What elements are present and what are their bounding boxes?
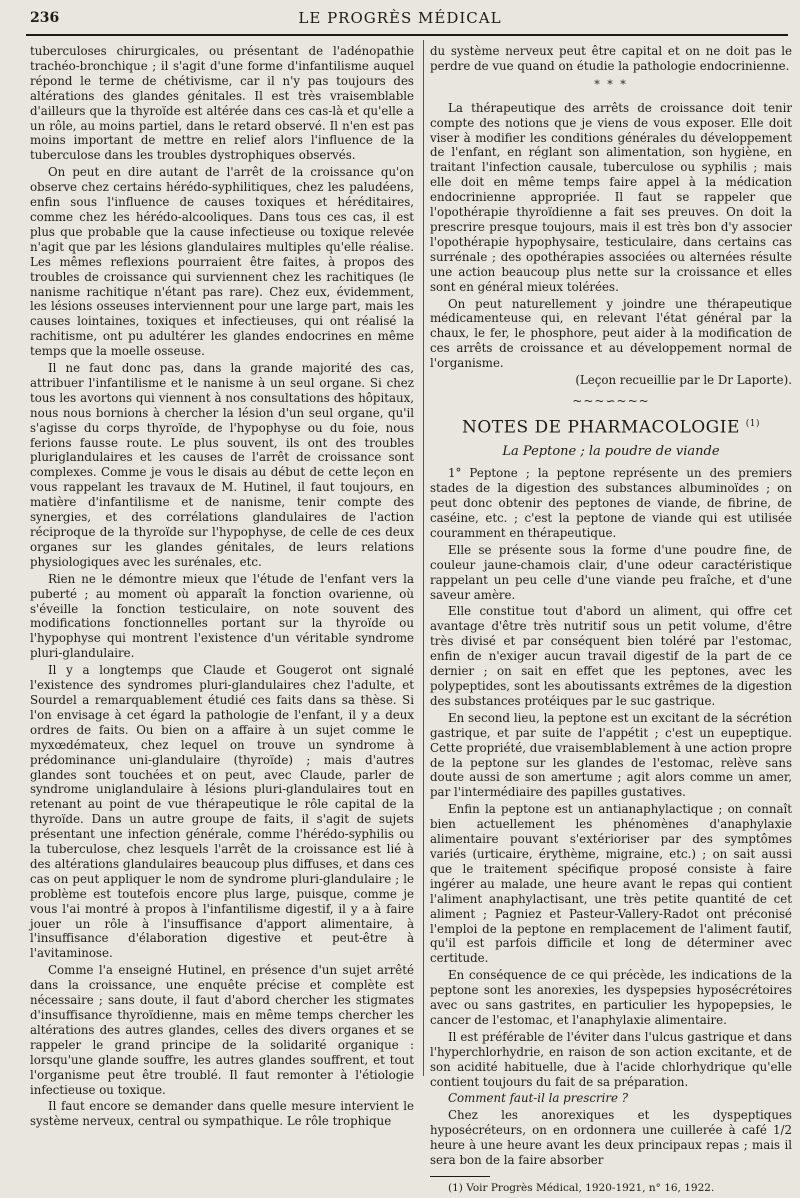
paragraph: Il est préférable de l'éviter dans l'ulcus gastrique et dans l'hyperchlorhydrie, en raison de son action excitante, et de son acidité habituelle, due à l'acide chlorhydrique qu'elle contient toujours du fait de sa préparation.: [430, 1029, 792, 1089]
paragraph: tuberculoses chirurgicales, ou présentant de l'adénopathie trachéo-bronchique ; il s'agit d'une forme d'infantilisme auquel répond le terme de chétivisme, car il n'y pas toujours des altérations des glandes génitales. Il est très vraisemblable d'ailleurs que la thyroïde est altérée dans ces cas-là et qu'elle a un rôle, au moins partiel, dans le retard observé. Il n'en est pas moins important de mettre en relief alors l'influence de la tuberculose dans les troubles dystrophiques observés.: [30, 44, 414, 163]
paragraph: On peut naturellement y joindre une thérapeutique médicamenteuse qui, en relevant l'état général par la chaux, le fer, le phosphore, peut aider à la modification de ces arrêts de croissance et au développement normal de l'organisme.: [430, 296, 792, 371]
subheading: Comment faut-il la prescrire ?: [448, 1091, 629, 1106]
column-divider: [423, 40, 424, 1076]
lecture-signature: (Leçon recueillie par le Dr Laporte).: [575, 373, 792, 388]
page-number: 236: [30, 10, 60, 26]
paragraph: En conséquence de ce qui précède, les indications de la peptone sont les anorexies, les dyspepsies hyposécrétoires avec ou sans gastrites, en particulier les hypopepsies, le cancer de l'estomac, et l'anaphylaxie alimentaire.: [430, 968, 792, 1027]
paragraph: On peut en dire autant de l'arrêt de la croissance qu'on observe chez certains hérédo-syphilitiques, chez les paludéens, enfin sous l'influence de causes toxiques et héréditaires, comme chez les hérédo-alcooliques. Dans tous ces cas, il est plus que probable que la cause infectieuse ou toxique relevée n'agit que par les lésions glandulaires multiples qu'elle réalise. Les mêmes reflexions pourraient être faites, à propos des troubles de croissance qui surviennent chez les rachitiques (le nanisme rachitique n'étant pas rare). Chez eux, évidemment, les lésions osseuses interviennent pour une large part, mais les causes lointaines, toxiques et infectieuses, qui ont réalisé la rachitisme, ont pu adultérer les glandes endocrines en même temps que la moelle osseuse.: [30, 165, 414, 359]
right-column: [430, 44, 792, 1198]
paragraph: Rien ne le démontre mieux que l'étude de l'enfant vers la puberté ; au moment où apparaît la fonction ovarienne, où s'éveille la fonction testiculaire, on note souvent des modifications fonctionnelles portant sur la thyroïde ou l'hypophyse qui montrent l'existence d'un véritable syndrome pluri-glandulaire.: [30, 571, 414, 661]
paragraph: du système nerveux peut être capital et on ne doit pas le perdre de vue quand on étudie la pathologie endocrinienne.: [430, 44, 792, 73]
paragraph: La thérapeutique des arrêts de croissance doit tenir compte des notions que je viens de vous exposer. Elle doit viser à modifier les conditions générales du développement de l'enfant, en réglant son alimentation, son hygiène, en traitant l'infection causale, tuberculose ou syphilis ; mais elle doit en même temps faire appel à la médication endocrinienne appropriée. Il faut se rappeler que l'opothérapie thyroïdienne a fait ses preuves. On doit la prescrire presque toujours, mais il est très bon d'y associer l'opothérapie hypophysaire, testiculaire, dans certains cas surrénale ; des opothérapies associées ou alternées résulte une action beaucoup plus nette sur la croissance et elles sont en général mieux tolérées.: [430, 100, 792, 294]
section-title-text: NOTES DE PHARMACOLOGIE: [461, 417, 740, 438]
header-rule: [26, 34, 788, 36]
left-column: [30, 44, 414, 1131]
running-title: LE PROGRÈS MÉDICAL: [298, 9, 502, 27]
footnote-marker: (1): [745, 418, 761, 429]
article-subtitle: La Peptone ; la poudre de viande: [502, 444, 720, 460]
paragraph: Il y a longtemps que Claude et Gougerot ont signalé l'existence des syndromes pluri-glandulaires chez l'adulte, et Sourdel a remarquablement étudié ces faits dans sa thèse. Si l'on envisage à cet égard la pathologie de l'enfant, il y a deux ordres de faits. Ou bien on a affaire à un sujet comme le myxœdémateux, chez lequel on trouve un syndrome à prédominance uni-glandulaire (thyroïde) ; mais d'autres glandes sont touchées et on peut, avec Claude, parler de syndrome uniglandulaire à lésions pluri-glandulaires tout en retenant au point de vue thérapeutique le rôle capital de la thyroïde. Dans un autre groupe de faits, il s'agit de sujets présentant une infection générale, comme l'hérédo-syphilis ou la tuberculose, chez lesquels l'arrêt de la croissance est lié à des altérations glandulaires beaucoup plus diffuses, et dans ces cas on peut appliquer le nom de syndrome pluri-glandulaire ; le problème est toutefois encore plus large, puisque, comme je vous l'ai montré à propos à l'infantilisme digestif, il y a à faire jouer un rôle à l'insuffisance d'apport alimentaire, à l'insuffisance d'élaboration digestive et peut-être à l'avitaminose.: [30, 663, 414, 961]
paragraph: Comme l'a enseigné Hutinel, en présence d'un sujet arrêté dans la croissance, une enquête précise et complète est nécessaire ; sans doute, il faut d'abord chercher les stigmates d'insuffisance thyroïdienne, mais en même temps chercher les altérations des autres glandes, celles des divers organes et se rappeler le grand principe de la solidarité organique : lorsqu'une glande souffre, les autres glandes souffrent, et tout l'organisme peut être troublé. Il faut remonter à l'étiologie infectieuse ou toxique.: [30, 963, 414, 1097]
footnote: (1) Voir Progrès Médical, 1920-1921, n° 16, 1922.: [448, 1182, 715, 1194]
paragraph: Chez les anorexiques et les dyspeptiques hyposécréteurs, on en ordonnera une cuillerée à café 1/2 heure à une heure avant les deux principaux repas ; mais il sera bon de la faire absorber: [430, 1108, 792, 1168]
paragraph: En second lieu, la peptone est un excitant de la sécrétion gastrique, et par suite de l'appétit ; c'est un eupeptique. Cette propriété, due vraisemblablement à une action propre de la peptone sur les glandes de l'estomac, relève sans doute aussi de son amertume ; agit alors comme un amer, par l'intermédiaire des papilles gustatives.: [430, 710, 792, 800]
paragraph: Elle constitue tout d'abord un aliment, qui offre cet avantage d'être très nutritif sous un petit volume, d'être très divisé et par conséquent bien toléré par l'estomac, enfin de n'exiger aucun travail digestif de la part de ce dernier ; on sait en effet que les peptones, avec les polypeptides, sont les aboutissants extrêmes de la digestion des substances protéiques par le suc gastrique.: [430, 604, 792, 708]
ornament-divider: ~~~∽~~~: [572, 393, 650, 408]
paragraph: Enfin la peptone est un antianaphylactique ; on connaît bien actuellement les phénomènes d'anaphylaxie alimentaire pouvant s'extérioriser par des symptômes variés (urticaire, érythème, migraine, etc.) ; on sait aussi que le traitement spécifique proposé consiste à faire ingérer au malade, une heure avant le repas qui contient l'aliment anaphylactisant, une très petite quantité de cet aliment ; Pagniez et Pasteur-Vallery-Radot ont préconisé l'emploi de la peptone en remplacement de l'aliment fautif, qu'il est parfois difficile et long de déterminer avec certitude.: [430, 802, 792, 966]
section-title: [430, 417, 792, 436]
paragraph: Il faut encore se demander dans quelle mesure intervient le système nerveux, central ou sympathique. Le rôle trophique: [30, 1099, 414, 1129]
footnote-rule: [430, 1176, 490, 1177]
section-stars: * * *: [594, 77, 628, 91]
paragraph: Il ne faut donc pas, dans la grande majorité des cas, attribuer l'infantilisme et le nanisme à un seul organe. Si chez tous les avortons qui viennent à nos consultations des hôpitaux, nous nous bornions à chercher la lésion d'un seul organe, qu'il s'agisse du corps thyroïde, de l'hypophyse ou du foie, nous ferions fausse route. Le plus souvent, ils ont des troubles pluriglandulaires et les causes de l'arrêt de croissance sont complexes. Comme je vous le disais au début de cette leçon en vous rappelant les travaux de M. Hutinel, il faut toujours, en matière d'infantilisme et de nanisme, tenir compte des synergies, et des corrélations glandulaires de l'action réciproque de la thyroïde sur l'hypophyse, de celle de ces deux organes sur les glandes génitales, de leurs relations physiologiques avec les surénales, etc.: [30, 361, 414, 569]
paragraph: Elle se présente sous la forme d'une poudre fine, de couleur jaune-chamois clair, d'une odeur caractéristique rappelant un peu celle d'une viande peu fraîche, et d'une saveur amère.: [430, 542, 792, 602]
page-header: [0, 0, 800, 34]
paragraph: 1° Peptone ; la peptone représente un des premiers stades de la digestion des substances albuminoïdes ; on peut donc obtenir des peptones de viande, de fibrine, de caséine, etc. ; c'est la peptone de viande qui est utilisée couramment en thérapeutique.: [430, 466, 792, 540]
